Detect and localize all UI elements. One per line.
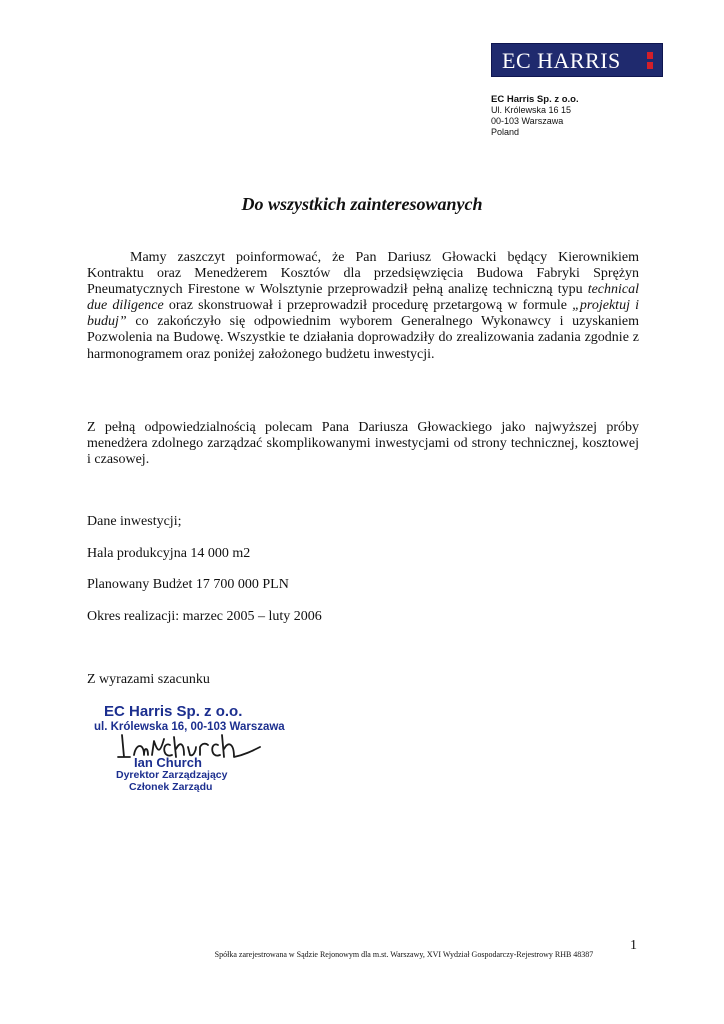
- stamp-address: ul. Królewska 16, 00-103 Warszawa: [94, 721, 285, 733]
- company-address: [491, 94, 579, 138]
- paragraph1-part2: oraz skonstruował i przeprowadził procedurę przetargową w formule: [163, 298, 573, 314]
- stamp-company: EC Harris Sp. z o.o.: [104, 703, 243, 720]
- investment-period: Okres realizacji: marzec 2005 – luty 2006: [87, 609, 322, 624]
- address-company: EC Harris Sp. z o.o.: [491, 94, 579, 105]
- investment-budget: Planowany Budżet 17 700 000 PLN: [87, 577, 289, 592]
- paragraph2-text: Z pełną odpowiedzialnością polecam Pana Dariusza Głowackiego jako najwyższej próby menedżera zdolnego zarządzać skomplikowanymi inwestycjami od strony technicznej, kosztowej i czasowej.: [87, 420, 639, 468]
- stamp-role-board: Członek Zarządu: [129, 781, 213, 793]
- address-street: Ul. Królewska 16 15: [491, 105, 572, 115]
- paragraph1-italic-term: technical due diligence: [87, 282, 639, 314]
- paragraph1-part1: Mamy zaszczyt poinformować, że Pan Dariusz Głowacki będący Kierownikiem Kontraktu oraz Menedżerem Kosztów dla przedsięwzięcia Budowa Fabryki Sprężyn Pneumatycznych Firestone w Wolsztynie przeprowadził pełną analizę techniczną typu: [87, 250, 639, 298]
- stamp-name: Ian Church: [134, 755, 202, 770]
- closing-salutation: Z wyrazami szacunku: [87, 672, 210, 687]
- logo-accent-mark: [647, 52, 653, 59]
- paragraph-recommendation: [87, 420, 639, 468]
- logo-text: EC HARRIS: [502, 48, 621, 73]
- paragraph-recommendation-details: [87, 250, 639, 363]
- page-number: 1: [630, 938, 637, 953]
- investment-heading: Dane inwestycji;: [87, 514, 182, 529]
- company-stamp: [94, 703, 285, 798]
- address-country: Poland: [491, 127, 520, 137]
- letter-title: Do wszystkich zainteresowanych: [241, 194, 483, 214]
- logo-accent-mark: [647, 62, 653, 69]
- address-city: 00-103 Warszawa: [491, 116, 564, 126]
- footer-registration: Spółka zarejestrowana w Sądzie Rejonowym dla m.st. Warszawy, XVI Wydział Gospodarczy-Rejestrowy RHB 48387: [214, 950, 594, 959]
- paragraph1-italic-formula: „projektuj i buduj”: [87, 298, 639, 330]
- paragraph1-part3: co zakończyło się odpowiednim wyborem Generalnego Wykonawcy i uzyskaniem Pozwolenia na Budowę. Wszystkie te działania doprowadziły do zrealizowania zadania zgodnie z harmonogramem oraz poniżej założonego budżetu inwestycji.: [87, 314, 639, 362]
- ec-harris-logo: [491, 43, 663, 77]
- investment-hall: Hala produkcyjna 14 000 m2: [87, 546, 251, 561]
- stamp-role-director: Dyrektor Zarządzający: [116, 769, 228, 781]
